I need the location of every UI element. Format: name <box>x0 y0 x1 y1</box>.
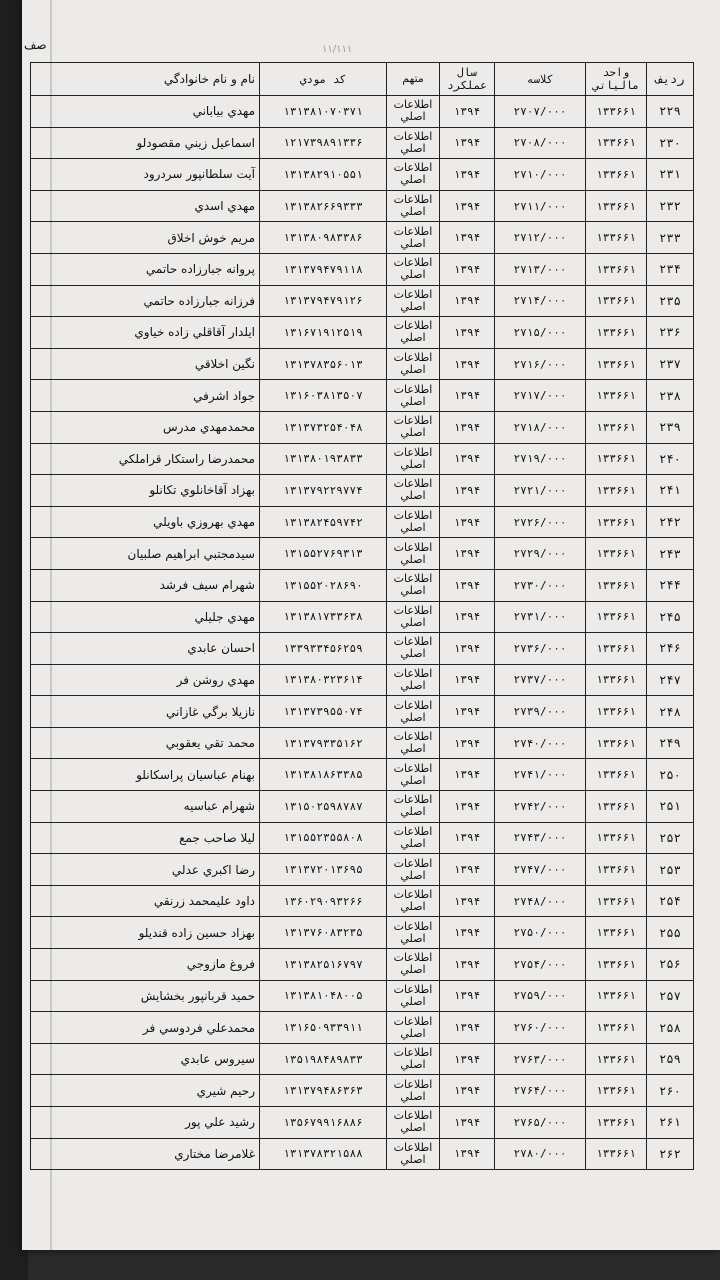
cell-accused: اطلاعات اصلي <box>387 96 440 128</box>
cell-accused: اطلاعات اصلي <box>387 380 440 412</box>
cell-accused: اطلاعات اصلي <box>387 664 440 696</box>
cell-accused: اطلاعات اصلي <box>387 759 440 791</box>
cell-name: محمد تقي يعقوبي <box>31 727 260 759</box>
cell-code: ۱۳۱۵۵۲۰۲۸۶۹۰ <box>260 569 387 601</box>
cell-index: ۲۵۶ <box>647 949 694 981</box>
cell-code: ۱۳۱۳۷۸۳۲۱۵۸۸ <box>260 1138 387 1170</box>
cell-index: ۲۳۹ <box>647 411 694 443</box>
cell-accused: اطلاعات اصلي <box>387 190 440 222</box>
cell-accused: اطلاعات اصلي <box>387 822 440 854</box>
cell-index: ۲۵۲ <box>647 822 694 854</box>
cell-name: شهرام عباسيه <box>31 791 260 823</box>
cell-year: ۱۳۹۴ <box>440 569 495 601</box>
cell-class: ۲۷۴۱/۰۰۰ <box>495 759 586 791</box>
table-row <box>31 696 694 728</box>
cell-index: ۲۳۷ <box>647 348 694 380</box>
cell-unit: ۱۳۳۶۶۱ <box>586 664 647 696</box>
cell-year: ۱۳۹۴ <box>440 96 495 128</box>
cell-code: ۱۳۱۳۸۱۸۶۳۳۸۵ <box>260 759 387 791</box>
cell-class: ۲۷۸۰/۰۰۰ <box>495 1138 586 1170</box>
table-row <box>31 348 694 380</box>
table-row <box>31 96 694 128</box>
table-row <box>31 949 694 981</box>
header-name: نام و نام خانوادگي <box>31 63 260 96</box>
cell-index: ۲۳۸ <box>647 380 694 412</box>
cell-code: ۱۳۱۶۷۱۹۱۲۵۱۹ <box>260 317 387 349</box>
cell-year: ۱۳۹۴ <box>440 1138 495 1170</box>
cell-name: داود عليمحمد زرنقي <box>31 885 260 917</box>
cell-year: ۱۳۹۴ <box>440 1075 495 1107</box>
cell-index: ۲۴۵ <box>647 601 694 633</box>
cell-year: ۱۳۹۴ <box>440 885 495 917</box>
table-row <box>31 475 694 507</box>
cell-index: ۲۴۳ <box>647 538 694 570</box>
cell-class: ۲۷۵۹/۰۰۰ <box>495 980 586 1012</box>
cell-index: ۲۶۰ <box>647 1075 694 1107</box>
cell-year: ۱۳۹۴ <box>440 791 495 823</box>
cell-name: فروغ مازوجي <box>31 949 260 981</box>
cell-year: ۱۳۹۴ <box>440 190 495 222</box>
cell-unit: ۱۳۳۶۶۱ <box>586 506 647 538</box>
page-fold <box>50 0 52 1250</box>
cell-code: ۱۳۱۶۵۰۹۳۳۹۱۱ <box>260 1012 387 1044</box>
cell-code: ۱۳۱۳۷۸۳۵۶۰۱۳ <box>260 348 387 380</box>
cell-name: سيروس عابدي <box>31 1043 260 1075</box>
cell-index: ۲۳۵ <box>647 285 694 317</box>
cell-unit: ۱۳۳۶۶۱ <box>586 317 647 349</box>
cell-accused: اطلاعات اصلي <box>387 1138 440 1170</box>
cell-unit: ۱۳۳۶۶۱ <box>586 1138 647 1170</box>
cell-name: رحيم شيري <box>31 1075 260 1107</box>
cell-name: بهنام عباسيان پراسكانلو <box>31 759 260 791</box>
cell-index: ۲۲۹ <box>647 96 694 128</box>
table-row <box>31 664 694 696</box>
cell-unit: ۱۳۳۶۶۱ <box>586 411 647 443</box>
cell-unit: ۱۳۳۶۶۱ <box>586 822 647 854</box>
cell-unit: ۱۳۳۶۶۱ <box>586 569 647 601</box>
header-year: سال عملكرد <box>440 63 495 96</box>
cell-accused: اطلاعات اصلي <box>387 253 440 285</box>
table-row <box>31 822 694 854</box>
cell-name: مهدي اسدي <box>31 190 260 222</box>
cell-code: ۱۳۱۳۷۳۲۵۴۰۴۸ <box>260 411 387 443</box>
cell-index: ۲۵۵ <box>647 917 694 949</box>
cell-accused: اطلاعات اصلي <box>387 1012 440 1044</box>
cell-year: ۱۳۹۴ <box>440 633 495 665</box>
cell-name: مهدي جليلي <box>31 601 260 633</box>
cell-class: ۲۷۱۸/۰۰۰ <box>495 411 586 443</box>
cell-class: ۲۷۱۱/۰۰۰ <box>495 190 586 222</box>
cell-index: ۲۴۸ <box>647 696 694 728</box>
cell-code: ۱۳۱۵۰۲۵۹۸۷۸۷ <box>260 791 387 823</box>
cell-accused: اطلاعات اصلي <box>387 1043 440 1075</box>
cell-name: مهدي روشن فر <box>31 664 260 696</box>
cell-class: ۲۷۶۵/۰۰۰ <box>495 1107 586 1139</box>
table-body <box>31 96 694 1170</box>
cell-class: ۲۷۱۰/۰۰۰ <box>495 159 586 191</box>
table-row <box>31 317 694 349</box>
cell-year: ۱۳۹۴ <box>440 917 495 949</box>
cell-code: ۱۳۱۳۸۰۳۲۳۶۱۴ <box>260 664 387 696</box>
header-index: رديف <box>647 63 694 96</box>
cell-accused: اطلاعات اصلي <box>387 475 440 507</box>
cell-class: ۲۷۴۸/۰۰۰ <box>495 885 586 917</box>
cell-index: ۲۳۲ <box>647 190 694 222</box>
cell-year: ۱۳۹۴ <box>440 538 495 570</box>
table-row <box>31 601 694 633</box>
table-row <box>31 791 694 823</box>
cell-accused: اطلاعات اصلي <box>387 222 440 254</box>
cell-unit: ۱۳۳۶۶۱ <box>586 1043 647 1075</box>
cell-class: ۲۷۳۶/۰۰۰ <box>495 633 586 665</box>
taxpayer-table <box>30 62 694 1170</box>
cell-code: ۱۳۶۰۲۹۰۹۳۲۶۶ <box>260 885 387 917</box>
cell-index: ۲۳۱ <box>647 159 694 191</box>
cell-index: ۲۵۰ <box>647 759 694 791</box>
cell-class: ۲۷۰۷/۰۰۰ <box>495 96 586 128</box>
table-row <box>31 380 694 412</box>
cell-name: نازيلا برگي غازاني <box>31 696 260 728</box>
cell-unit: ۱۳۳۶۶۱ <box>586 285 647 317</box>
cell-unit: ۱۳۳۶۶۱ <box>586 759 647 791</box>
cell-index: ۲۴۴ <box>647 569 694 601</box>
cell-year: ۱۳۹۴ <box>440 664 495 696</box>
table-row <box>31 1107 694 1139</box>
table-row <box>31 759 694 791</box>
cell-year: ۱۳۹۴ <box>440 411 495 443</box>
cell-accused: اطلاعات اصلي <box>387 980 440 1012</box>
cell-index: ۲۳۳ <box>647 222 694 254</box>
cell-accused: اطلاعات اصلي <box>387 159 440 191</box>
cell-accused: اطلاعات اصلي <box>387 696 440 728</box>
cell-code: ۱۳۱۳۸۲۴۵۹۷۴۲ <box>260 506 387 538</box>
cell-code: ۱۳۱۳۷۹۴۷۹۱۲۶ <box>260 285 387 317</box>
table-row <box>31 253 694 285</box>
cell-class: ۲۷۲۱/۰۰۰ <box>495 475 586 507</box>
cell-name: مهدي بهروزي باويلي <box>31 506 260 538</box>
cell-year: ۱۳۹۴ <box>440 696 495 728</box>
cell-unit: ۱۳۳۶۶۱ <box>586 854 647 886</box>
cell-code: ۱۳۱۳۸۱۰۴۸۰۰۵ <box>260 980 387 1012</box>
table-row <box>31 538 694 570</box>
cell-class: ۲۷۳۹/۰۰۰ <box>495 696 586 728</box>
cell-accused: اطلاعات اصلي <box>387 1107 440 1139</box>
cell-name: مريم خوش اخلاق <box>31 222 260 254</box>
cell-accused: اطلاعات اصلي <box>387 885 440 917</box>
cell-index: ۲۴۲ <box>647 506 694 538</box>
header-code: كد مودي <box>260 63 387 96</box>
cell-class: ۲۷۳۱/۰۰۰ <box>495 601 586 633</box>
table-row <box>31 727 694 759</box>
cell-unit: ۱۳۳۶۶۱ <box>586 475 647 507</box>
table-row <box>31 854 694 886</box>
table-row <box>31 1075 694 1107</box>
cell-name: احسان عابدي <box>31 633 260 665</box>
cell-year: ۱۳۹۴ <box>440 1107 495 1139</box>
cell-name: بهزاد آقاخانلوي تكانلو <box>31 475 260 507</box>
cell-class: ۲۷۶۳/۰۰۰ <box>495 1043 586 1075</box>
cell-unit: ۱۳۳۶۶۱ <box>586 538 647 570</box>
header-accused: متهم <box>387 63 440 96</box>
cell-year: ۱۳۹۴ <box>440 1043 495 1075</box>
cell-class: ۲۷۳۷/۰۰۰ <box>495 664 586 696</box>
cell-index: ۲۳۴ <box>647 253 694 285</box>
cell-class: ۲۷۱۹/۰۰۰ <box>495 443 586 475</box>
cell-name: بهزاد حسين زاده قنديلو <box>31 917 260 949</box>
cell-code: ۱۳۱۳۷۲۰۱۳۶۹۵ <box>260 854 387 886</box>
table-row <box>31 885 694 917</box>
cell-code: ۱۳۱۵۵۲۷۶۹۳۱۳ <box>260 538 387 570</box>
cell-name: جواد اشرفي <box>31 380 260 412</box>
cell-class: ۲۷۴۷/۰۰۰ <box>495 854 586 886</box>
cell-year: ۱۳۹۴ <box>440 822 495 854</box>
cell-index: ۲۵۳ <box>647 854 694 886</box>
cell-code: ۱۳۵۱۹۸۴۸۹۸۳۳ <box>260 1043 387 1075</box>
cell-unit: ۱۳۳۶۶۱ <box>586 727 647 759</box>
cell-accused: اطلاعات اصلي <box>387 317 440 349</box>
cell-code: ۱۲۱۷۳۹۸۹۱۳۳۶ <box>260 127 387 159</box>
table-row <box>31 980 694 1012</box>
cell-name: رشيد علي پور <box>31 1107 260 1139</box>
cell-year: ۱۳۹۴ <box>440 127 495 159</box>
cell-unit: ۱۳۳۶۶۱ <box>586 190 647 222</box>
cell-unit: ۱۳۳۶۶۱ <box>586 253 647 285</box>
cell-year: ۱۳۹۴ <box>440 443 495 475</box>
cell-accused: اطلاعات اصلي <box>387 348 440 380</box>
cell-code: ۱۳۱۶۰۳۸۱۳۵۰۷ <box>260 380 387 412</box>
cell-code: ۱۳۱۵۵۲۳۵۵۸۰۸ <box>260 822 387 854</box>
cell-year: ۱۳۹۴ <box>440 285 495 317</box>
cell-code: ۱۳۱۳۷۶۰۸۳۲۳۵ <box>260 917 387 949</box>
cell-code: ۱۳۱۳۸۰۱۹۳۸۳۳ <box>260 443 387 475</box>
cell-unit: ۱۳۳۶۶۱ <box>586 917 647 949</box>
page-mark: صف <box>24 38 47 52</box>
cell-unit: ۱۳۳۶۶۱ <box>586 791 647 823</box>
cell-accused: اطلاعات اصلي <box>387 443 440 475</box>
cell-code: ۱۳۱۳۸۲۵۱۶۷۹۷ <box>260 949 387 981</box>
table-row <box>31 506 694 538</box>
cell-index: ۲۴۷ <box>647 664 694 696</box>
cell-class: ۲۷۶۰/۰۰۰ <box>495 1012 586 1044</box>
cell-year: ۱۳۹۴ <box>440 980 495 1012</box>
cell-name: اسماعيل زيني مقصودلو <box>31 127 260 159</box>
cell-unit: ۱۳۳۶۶۱ <box>586 159 647 191</box>
cell-index: ۲۵۱ <box>647 791 694 823</box>
cell-year: ۱۳۹۴ <box>440 854 495 886</box>
table-row <box>31 1138 694 1170</box>
cell-code: ۱۳۱۳۷۳۹۵۵۰۷۴ <box>260 696 387 728</box>
cell-class: ۲۷۶۴/۰۰۰ <box>495 1075 586 1107</box>
cell-year: ۱۳۹۴ <box>440 759 495 791</box>
table-row <box>31 411 694 443</box>
cell-class: ۲۷۴۳/۰۰۰ <box>495 822 586 854</box>
cell-class: ۲۷۵۰/۰۰۰ <box>495 917 586 949</box>
cell-class: ۲۷۱۳/۰۰۰ <box>495 253 586 285</box>
cell-accused: اطلاعات اصلي <box>387 1075 440 1107</box>
cell-unit: ۱۳۳۶۶۱ <box>586 127 647 159</box>
cell-accused: اطلاعات اصلي <box>387 569 440 601</box>
cell-name: فرزانه جبارزاده حاتمي <box>31 285 260 317</box>
cell-year: ۱۳۹۴ <box>440 159 495 191</box>
cell-name: سيدمجتبي ابراهيم صلبيان <box>31 538 260 570</box>
cell-name: پروانه جبارزاده حاتمي <box>31 253 260 285</box>
cell-year: ۱۳۹۴ <box>440 949 495 981</box>
cell-class: ۲۷۱۵/۰۰۰ <box>495 317 586 349</box>
cell-code: ۱۳۱۳۷۹۲۲۹۷۷۴ <box>260 475 387 507</box>
cell-code: ۱۳۵۶۷۹۹۱۶۸۸۶ <box>260 1107 387 1139</box>
cell-class: ۲۷۴۲/۰۰۰ <box>495 791 586 823</box>
cell-accused: اطلاعات اصلي <box>387 854 440 886</box>
cell-accused: اطلاعات اصلي <box>387 949 440 981</box>
cell-accused: اطلاعات اصلي <box>387 538 440 570</box>
cell-name: رضا اكبري عدلي <box>31 854 260 886</box>
handwritten-scribble: ۱۱/۱۱۱ <box>322 44 353 55</box>
cell-code: ۱۳۱۳۸۱۷۳۳۶۳۸ <box>260 601 387 633</box>
cell-class: ۲۷۳۰/۰۰۰ <box>495 569 586 601</box>
table-row <box>31 633 694 665</box>
cell-index: ۲۵۹ <box>647 1043 694 1075</box>
cell-unit: ۱۳۳۶۶۱ <box>586 949 647 981</box>
cell-class: ۲۷۰۸/۰۰۰ <box>495 127 586 159</box>
cell-unit: ۱۳۳۶۶۱ <box>586 601 647 633</box>
table-row <box>31 569 694 601</box>
cell-year: ۱۳۹۴ <box>440 222 495 254</box>
cell-code: ۱۳۱۳۸۲۶۶۹۳۳۳ <box>260 190 387 222</box>
cell-name: غلامرضا مختاري <box>31 1138 260 1170</box>
cell-unit: ۱۳۳۶۶۱ <box>586 380 647 412</box>
cell-year: ۱۳۹۴ <box>440 317 495 349</box>
cell-year: ۱۳۹۴ <box>440 506 495 538</box>
cell-name: نگين اخلاقي <box>31 348 260 380</box>
cell-class: ۲۷۱۶/۰۰۰ <box>495 348 586 380</box>
cell-class: ۲۷۲۹/۰۰۰ <box>495 538 586 570</box>
cell-class: ۲۷۴۰/۰۰۰ <box>495 727 586 759</box>
cell-unit: ۱۳۳۶۶۱ <box>586 96 647 128</box>
document-page <box>22 0 720 1250</box>
cell-accused: اطلاعات اصلي <box>387 917 440 949</box>
cell-name: شهرام سيف فرشد <box>31 569 260 601</box>
cell-index: ۲۶۱ <box>647 1107 694 1139</box>
table-row <box>31 222 694 254</box>
cell-code: ۱۳۳۹۳۳۴۵۶۲۵۹ <box>260 633 387 665</box>
cell-accused: اطلاعات اصلي <box>387 791 440 823</box>
cell-class: ۲۷۵۴/۰۰۰ <box>495 949 586 981</box>
table-row <box>31 1012 694 1044</box>
table-row <box>31 127 694 159</box>
cell-code: ۱۳۱۳۸۲۹۱۰۵۵۱ <box>260 159 387 191</box>
cell-index: ۲۴۹ <box>647 727 694 759</box>
cell-unit: ۱۳۳۶۶۱ <box>586 348 647 380</box>
cell-year: ۱۳۹۴ <box>440 348 495 380</box>
table-row <box>31 285 694 317</box>
cell-unit: ۱۳۳۶۶۱ <box>586 1012 647 1044</box>
cell-unit: ۱۳۳۶۶۱ <box>586 1075 647 1107</box>
cell-name: مهدي بياباني <box>31 96 260 128</box>
cell-class: ۲۷۱۲/۰۰۰ <box>495 222 586 254</box>
cell-year: ۱۳۹۴ <box>440 475 495 507</box>
header-class: كلاسه <box>495 63 586 96</box>
cell-accused: اطلاعات اصلي <box>387 411 440 443</box>
table-row <box>31 190 694 222</box>
cell-index: ۲۵۷ <box>647 980 694 1012</box>
cell-unit: ۱۳۳۶۶۱ <box>586 885 647 917</box>
cell-code: ۱۳۱۳۸۰۹۸۳۳۸۶ <box>260 222 387 254</box>
cell-index: ۲۳۶ <box>647 317 694 349</box>
cell-code: ۱۳۱۳۷۹۳۳۵۱۶۲ <box>260 727 387 759</box>
cell-unit: ۱۳۳۶۶۱ <box>586 443 647 475</box>
cell-accused: اطلاعات اصلي <box>387 285 440 317</box>
cell-accused: اطلاعات اصلي <box>387 127 440 159</box>
cell-index: ۲۴۶ <box>647 633 694 665</box>
cell-unit: ۱۳۳۶۶۱ <box>586 696 647 728</box>
cell-name: حميد قربانپور بخشايش <box>31 980 260 1012</box>
cell-accused: اطلاعات اصلي <box>387 727 440 759</box>
cell-year: ۱۳۹۴ <box>440 1012 495 1044</box>
cell-year: ۱۳۹۴ <box>440 253 495 285</box>
cell-year: ۱۳۹۴ <box>440 727 495 759</box>
cell-unit: ۱۳۳۶۶۱ <box>586 980 647 1012</box>
cell-class: ۲۷۱۴/۰۰۰ <box>495 285 586 317</box>
table-row <box>31 159 694 191</box>
table-row <box>31 1043 694 1075</box>
cell-unit: ۱۳۳۶۶۱ <box>586 1107 647 1139</box>
cell-unit: ۱۳۳۶۶۱ <box>586 222 647 254</box>
cell-unit: ۱۳۳۶۶۱ <box>586 633 647 665</box>
cell-index: ۲۴۰ <box>647 443 694 475</box>
cell-code: ۱۳۱۳۷۹۴۷۹۱۱۸ <box>260 253 387 285</box>
cell-code: ۱۳۱۳۷۹۴۸۶۳۶۳ <box>260 1075 387 1107</box>
cell-accused: اطلاعات اصلي <box>387 506 440 538</box>
cell-accused: اطلاعات اصلي <box>387 633 440 665</box>
cell-accused: اطلاعات اصلي <box>387 601 440 633</box>
cell-name: ليلا صاحب جمع <box>31 822 260 854</box>
cell-index: ۲۴۱ <box>647 475 694 507</box>
cell-code: ۱۳۱۳۸۱۰۷۰۳۷۱ <box>260 96 387 128</box>
cell-name: محمدرضا راستكار قراملكي <box>31 443 260 475</box>
cell-index: ۲۵۸ <box>647 1012 694 1044</box>
cell-class: ۲۷۲۶/۰۰۰ <box>495 506 586 538</box>
cell-name: آيت سلطانپور سردرود <box>31 159 260 191</box>
table-row <box>31 443 694 475</box>
cell-year: ۱۳۹۴ <box>440 380 495 412</box>
cell-index: ۲۶۲ <box>647 1138 694 1170</box>
header-unit: واحد مالياتي <box>586 63 647 96</box>
table-header-row <box>31 63 694 96</box>
cell-name: محمدعلي فردوسي فر <box>31 1012 260 1044</box>
table-row <box>31 917 694 949</box>
cell-index: ۲۳۰ <box>647 127 694 159</box>
cell-class: ۲۷۱۷/۰۰۰ <box>495 380 586 412</box>
cell-name: ايلدار آقاقلي زاده خياوي <box>31 317 260 349</box>
cell-name: محمدمهدي مدرس <box>31 411 260 443</box>
cell-index: ۲۵۴ <box>647 885 694 917</box>
cell-year: ۱۳۹۴ <box>440 601 495 633</box>
